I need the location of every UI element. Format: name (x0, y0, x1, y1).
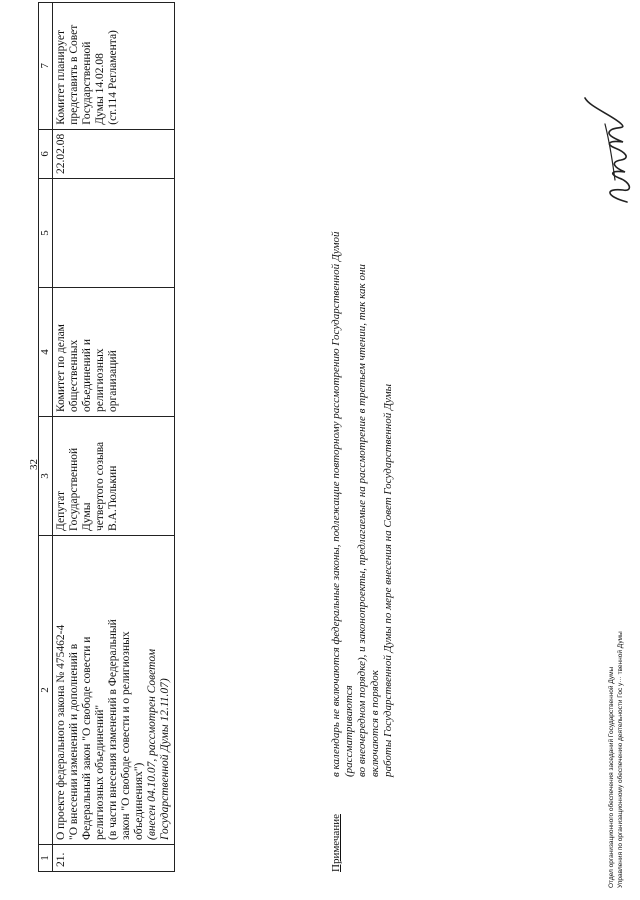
bill-description-cell (53, 536, 175, 845)
column-header: 3 (39, 417, 53, 536)
remarks-line: Комитет планирует (55, 30, 67, 125)
column-header: 4 (39, 288, 53, 417)
committee-line: организаций (107, 350, 119, 412)
footer-line: Отдел организационного обеспечения заседаний Государственной Думы (608, 666, 615, 888)
remarks-line: Государственной (81, 41, 93, 125)
bill-title-line: объединениях") (133, 762, 145, 840)
bill-submission-note: (внесен 04.10.07, рассмотрен Советом (146, 648, 158, 840)
bill-title-line: О проекте федерального закона № 475462-4 (55, 624, 67, 840)
author-line: Государственной (68, 447, 80, 531)
agenda-table (38, 2, 175, 872)
author-line: четвертого созыва (94, 441, 106, 531)
column-header: 7 (39, 2, 53, 129)
remarks-line: Думы 14.02.08 (94, 53, 106, 125)
row-number-text: 21. (55, 852, 67, 867)
table-row (53, 2, 175, 871)
bill-title-line: "О внесении изменений и дополнений в (68, 643, 80, 840)
table-header-row (39, 2, 53, 871)
remarks-line: (ст.114 Регламента) (107, 30, 119, 125)
author-line: Думы (81, 502, 93, 531)
bill-title-line: Федеральный закон "О свободе совести и (81, 636, 93, 840)
committee-line: объединений и (81, 339, 93, 412)
footer (607, 631, 625, 888)
empty-cell (53, 179, 175, 288)
column-header: 1 (39, 845, 53, 872)
committee-line: религиозных (94, 348, 106, 412)
column-header: 2 (39, 536, 53, 845)
signature-icon (575, 90, 640, 210)
note-line: во внеочередном порядке), и законопроекты, предлагаемые на рассмотрение в третьем чтении, так как они включаются в порядок (356, 264, 381, 777)
bill-title-line: (в части внесения изменений в Федеральный (107, 619, 119, 840)
author-line: Депутат (55, 491, 67, 531)
note-text (330, 217, 395, 777)
note-label: Примечание (330, 814, 342, 872)
committee-line: общественных (68, 339, 80, 412)
author-cell (53, 417, 175, 536)
bill-submission-note: Государственной Думы 12.11.07) (159, 678, 171, 840)
author-line: В.А.Тюлькин (107, 465, 119, 531)
bill-title-line: религиозных объединений" (94, 704, 106, 840)
remarks-line: представить в Совет (68, 24, 80, 125)
committee-cell (53, 288, 175, 417)
row-number (53, 845, 175, 872)
committee-line: Комитет по делам (55, 324, 67, 412)
column-header: 6 (39, 129, 53, 178)
footer-line: Управления по организационному обеспечению деятельности Гос у··· твенной Думы (617, 631, 624, 888)
note-line: работы Государственной Думы по мере внесения на Совет Государственной Думы (382, 383, 394, 777)
note-line: в календарь не включаются федеральные законы, подлежащие повторному рассмотрению Государственной Думой (рассматриваются (330, 231, 355, 777)
remarks-cell (53, 2, 175, 129)
bill-title-line: закон "О свободе совести и о религиозных (120, 631, 132, 840)
page-number: 32 (28, 459, 40, 470)
signature-image (575, 90, 640, 210)
column-header: 5 (39, 179, 53, 288)
date-cell: 22.02.08 (53, 129, 175, 178)
